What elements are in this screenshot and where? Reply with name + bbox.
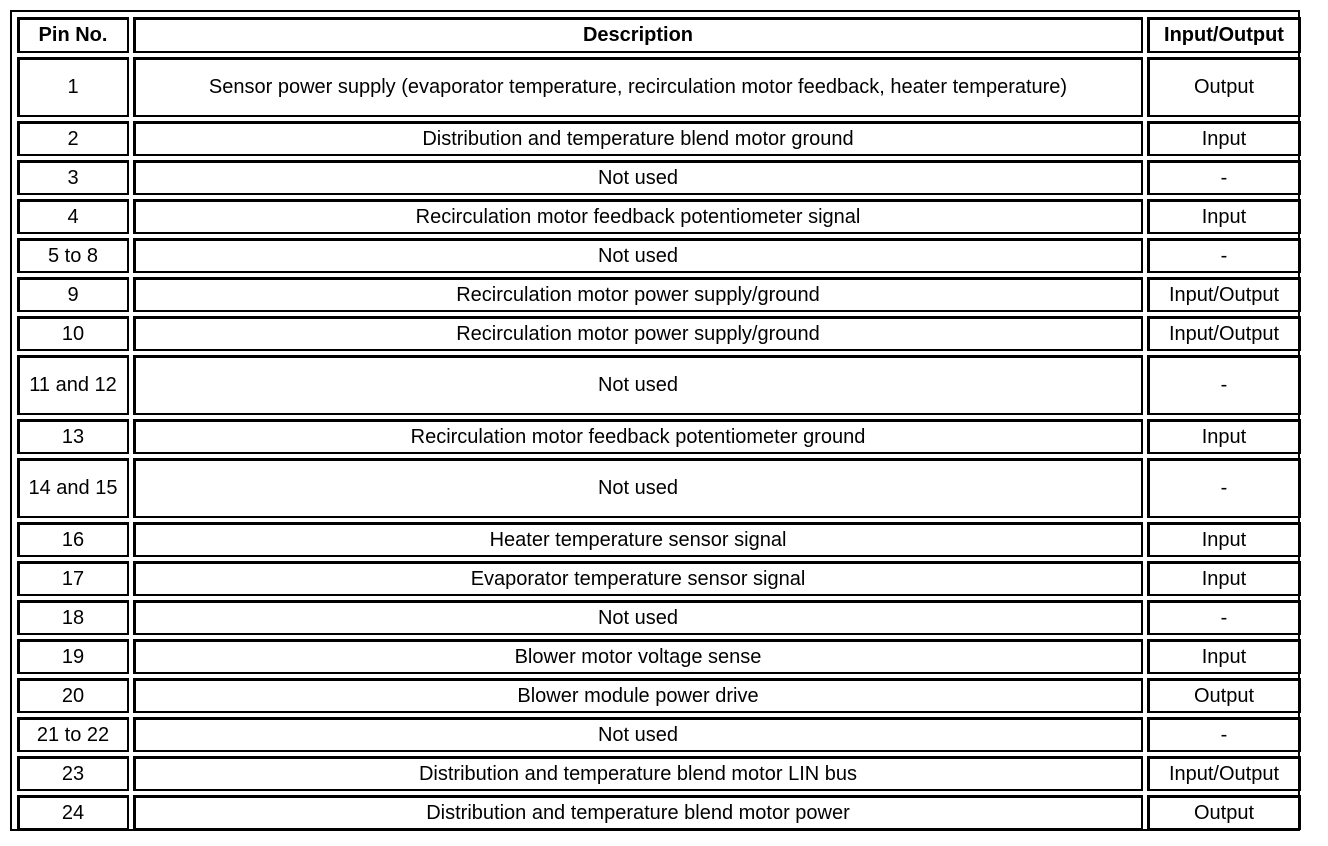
- table-row: [17, 522, 1301, 557]
- table-row: [17, 199, 1301, 234]
- description-cell: Blower motor voltage sense: [133, 639, 1143, 674]
- table-row: [17, 756, 1301, 791]
- table-row: [17, 458, 1301, 518]
- table-row: [17, 57, 1301, 117]
- description-cell: Recirculation motor feedback potentiometer ground: [133, 419, 1143, 454]
- table-row: [17, 678, 1301, 713]
- table-header-row: [17, 17, 1301, 53]
- io-cell: Output: [1147, 57, 1301, 117]
- io-cell: Input: [1147, 639, 1301, 674]
- table-row: [17, 639, 1301, 674]
- pin-cell: 20: [17, 678, 129, 713]
- table-row: [17, 419, 1301, 454]
- table-row: [17, 160, 1301, 195]
- description-cell: Blower module power drive: [133, 678, 1143, 713]
- table-row: [17, 600, 1301, 635]
- io-cell: Input: [1147, 522, 1301, 557]
- header-input-output: Input/Output: [1147, 17, 1301, 53]
- table-row: [17, 316, 1301, 351]
- pin-cell: 21 to 22: [17, 717, 129, 752]
- table-row: [17, 355, 1301, 415]
- description-cell: Not used: [133, 160, 1143, 195]
- pin-cell: 23: [17, 756, 129, 791]
- pin-cell: 3: [17, 160, 129, 195]
- io-cell: Output: [1147, 795, 1301, 830]
- io-cell: Input: [1147, 199, 1301, 234]
- header-description: Description: [133, 17, 1143, 53]
- io-cell: Input: [1147, 419, 1301, 454]
- pin-cell: 11 and 12: [17, 355, 129, 415]
- io-cell: -: [1147, 717, 1301, 752]
- table-row: [17, 561, 1301, 596]
- io-cell: -: [1147, 600, 1301, 635]
- table-row: [17, 238, 1301, 273]
- description-cell: Not used: [133, 600, 1143, 635]
- table-row: [17, 121, 1301, 156]
- description-cell: Not used: [133, 458, 1143, 518]
- pin-cell: 24: [17, 795, 129, 830]
- pin-cell: 17: [17, 561, 129, 596]
- io-cell: Input: [1147, 121, 1301, 156]
- pin-cell: 4: [17, 199, 129, 234]
- pin-cell: 13: [17, 419, 129, 454]
- io-cell: Output: [1147, 678, 1301, 713]
- pin-cell: 2: [17, 121, 129, 156]
- pin-cell: 1: [17, 57, 129, 117]
- io-cell: -: [1147, 238, 1301, 273]
- pin-cell: 16: [17, 522, 129, 557]
- description-cell: Distribution and temperature blend motor power: [133, 795, 1143, 830]
- io-cell: Input/Output: [1147, 277, 1301, 312]
- table-row: [17, 717, 1301, 752]
- description-cell: Not used: [133, 717, 1143, 752]
- description-cell: Recirculation motor power supply/ground: [133, 316, 1143, 351]
- pin-cell: 9: [17, 277, 129, 312]
- table-row: [17, 795, 1301, 830]
- description-cell: Not used: [133, 355, 1143, 415]
- pin-cell: 10: [17, 316, 129, 351]
- description-cell: Sensor power supply (evaporator temperature, recirculation motor feedback, heater temperature): [133, 57, 1143, 117]
- description-cell: Recirculation motor power supply/ground: [133, 277, 1143, 312]
- io-cell: Input/Output: [1147, 756, 1301, 791]
- description-cell: Heater temperature sensor signal: [133, 522, 1143, 557]
- description-cell: Recirculation motor feedback potentiometer signal: [133, 199, 1143, 234]
- pin-cell: 19: [17, 639, 129, 674]
- description-cell: Distribution and temperature blend motor ground: [133, 121, 1143, 156]
- table-row: [17, 277, 1301, 312]
- io-cell: -: [1147, 458, 1301, 518]
- description-cell: Distribution and temperature blend motor LIN bus: [133, 756, 1143, 791]
- description-cell: Not used: [133, 238, 1143, 273]
- pin-cell: 14 and 15: [17, 458, 129, 518]
- header-pin-no: Pin No.: [17, 17, 129, 53]
- pin-table: [13, 13, 1305, 834]
- io-cell: Input: [1147, 561, 1301, 596]
- io-cell: Input/Output: [1147, 316, 1301, 351]
- io-cell: -: [1147, 160, 1301, 195]
- io-cell: -: [1147, 355, 1301, 415]
- description-cell: Evaporator temperature sensor signal: [133, 561, 1143, 596]
- pin-cell: 18: [17, 600, 129, 635]
- pin-cell: 5 to 8: [17, 238, 129, 273]
